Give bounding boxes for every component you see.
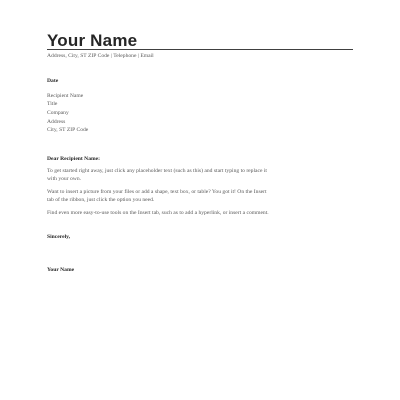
salutation[interactable]: Dear Recipient Name: <box>47 156 101 162</box>
signature-name[interactable]: Your Name <box>47 267 75 273</box>
letter-date[interactable]: Date <box>47 78 59 84</box>
recipient-title[interactable]: Title <box>47 101 58 107</box>
recipient-name[interactable]: Recipient Name <box>47 93 84 99</box>
body-paragraph-2-line-1[interactable]: Want to insert a picture from your files or add a shape, text box, or table? You got it! On the Insert <box>47 189 267 195</box>
body-paragraph-1-line-2[interactable]: with your own. <box>47 176 82 182</box>
sender-contact-info[interactable]: Address, City, ST ZIP Code | Telephone | Email <box>47 53 154 59</box>
body-paragraph-2-line-2[interactable]: tab of the ribbon, just click the option you need. <box>47 197 155 203</box>
recipient-address[interactable]: Address <box>47 119 66 125</box>
recipient-company[interactable]: Company <box>47 110 69 116</box>
recipient-city-zip[interactable]: City, ST ZIP Code <box>47 127 89 133</box>
header-divider <box>47 49 353 50</box>
body-paragraph-3[interactable]: Find even more easy-to-use tools on the Insert tab, such as to add a hyperlink, or insert a comment. <box>47 210 269 216</box>
sender-name[interactable]: Your Name <box>47 31 138 50</box>
body-paragraph-1-line-1[interactable]: To get started right away, just click any placeholder text (such as this) and start typing to replace it <box>47 168 267 174</box>
closing[interactable]: Sincerely, <box>47 234 71 240</box>
